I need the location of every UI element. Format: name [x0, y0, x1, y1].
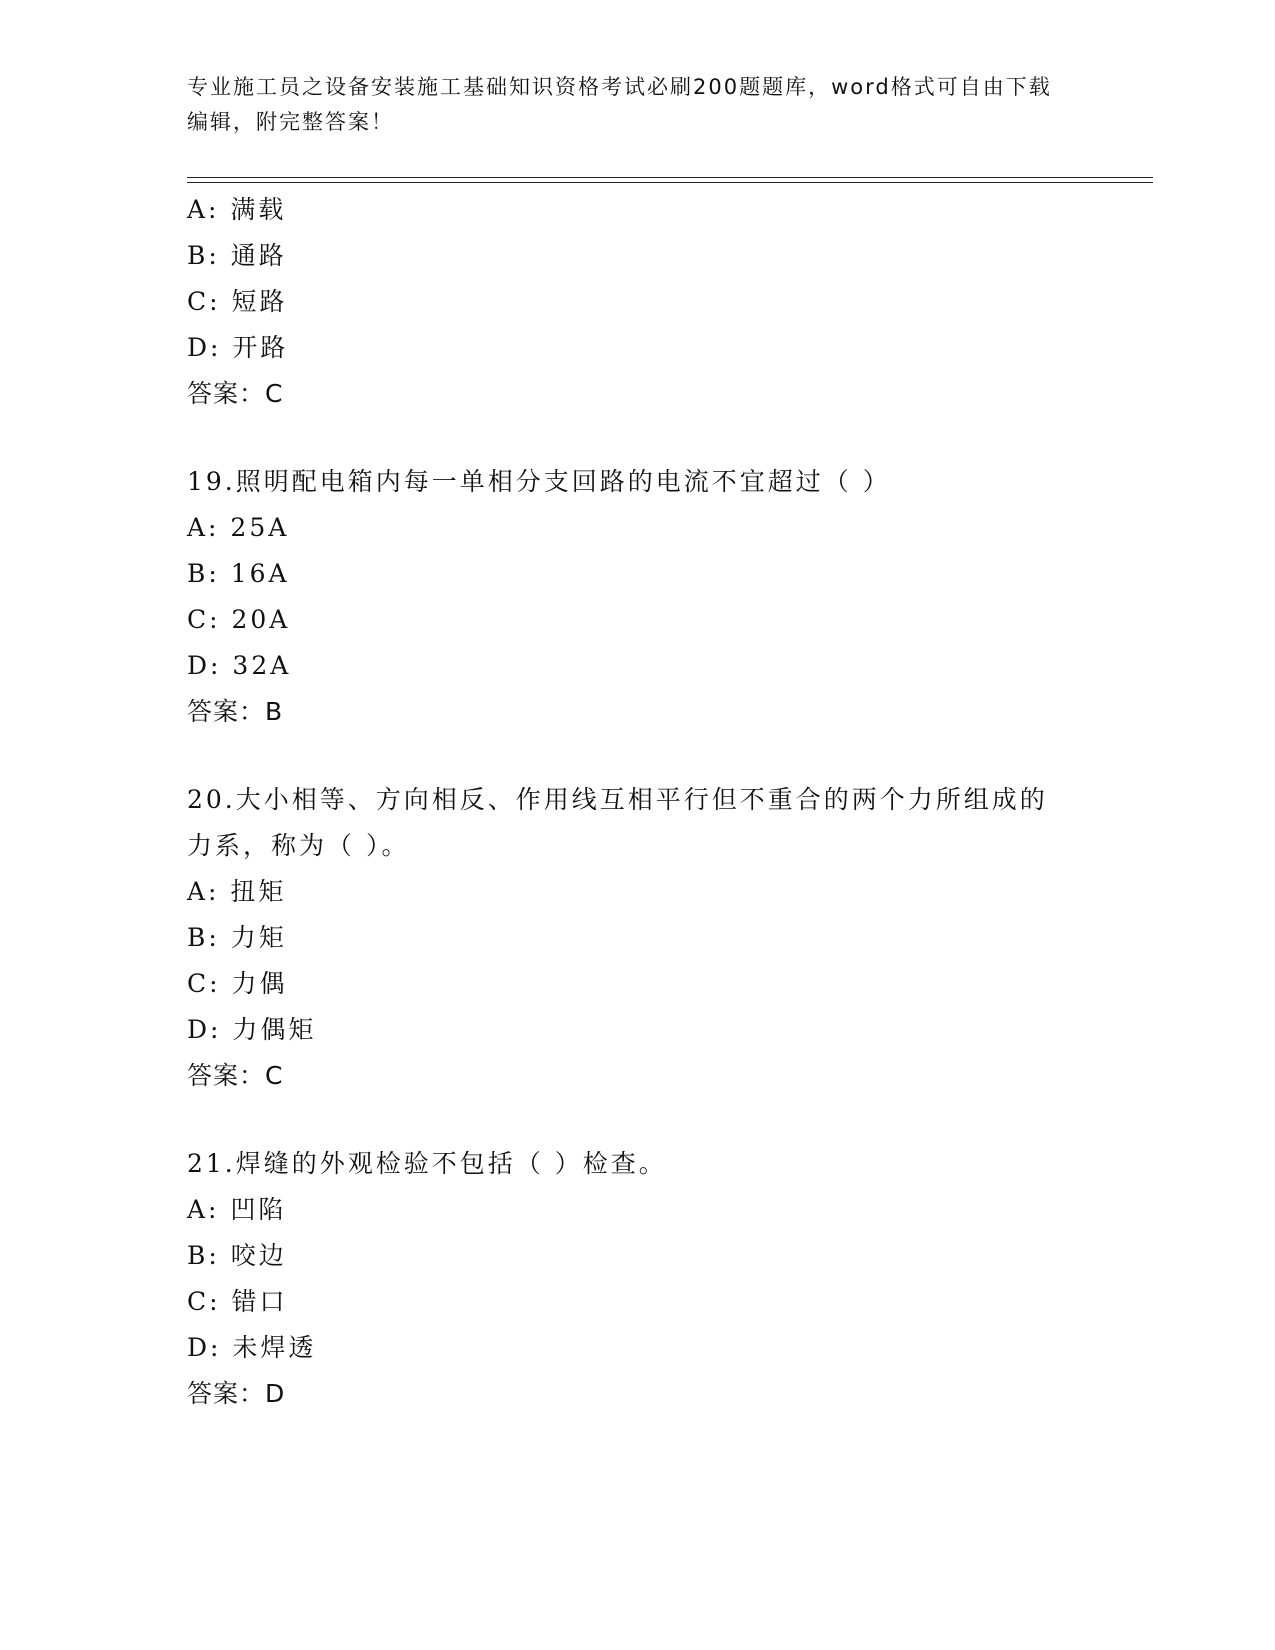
- question-block-21: [187, 1141, 1087, 1417]
- option-c: C: 短路: [187, 287, 288, 316]
- question-block-20: [187, 777, 1087, 1099]
- answer: 答案：D: [187, 1379, 286, 1408]
- option-b: B: 通路: [187, 241, 287, 270]
- option-b: B: 咬边: [187, 1241, 287, 1270]
- option-a: A: 25A: [187, 513, 290, 542]
- option-a: A: 凹陷: [187, 1195, 287, 1224]
- question-list: [187, 187, 1087, 1417]
- option-b: B: 力矩: [187, 923, 287, 952]
- option-a: A: 扭矩: [187, 877, 287, 906]
- document-header: 专业施工员之设备安装施工基础知识资格考试必刷200题题库，word格式可自由下载编辑，附完整答案！: [187, 75, 1052, 134]
- header-divider-top: [187, 177, 1153, 178]
- option-d: D: 开路: [187, 333, 289, 362]
- option-c: C: 错口: [187, 1287, 288, 1316]
- option-d: D: 32A: [187, 651, 292, 680]
- question-block-18: [187, 187, 1087, 417]
- option-d: D: 未焊透: [187, 1333, 317, 1362]
- answer: 答案：C: [187, 1061, 284, 1090]
- answer: 答案：B: [187, 697, 284, 726]
- question-text: 20.大小相等、方向相反、作用线互相平行但不重合的两个力所组成的力系，称为（ ）。: [187, 785, 1048, 860]
- option-c: C: 力偶: [187, 969, 288, 998]
- header-divider-bottom: [187, 182, 1153, 183]
- option-a: A: 满载: [187, 195, 287, 224]
- option-c: C: 20A: [187, 605, 291, 634]
- option-b: B: 16A: [187, 559, 290, 588]
- question-block-19: [187, 459, 1087, 735]
- option-d: D: 力偶矩: [187, 1015, 317, 1044]
- question-text: 21.焊缝的外观检验不包括（ ）检查。: [187, 1149, 667, 1178]
- question-text: 19.照明配电箱内每一单相分支回路的电流不宜超过（ ）: [187, 467, 891, 496]
- answer: 答案：C: [187, 379, 284, 408]
